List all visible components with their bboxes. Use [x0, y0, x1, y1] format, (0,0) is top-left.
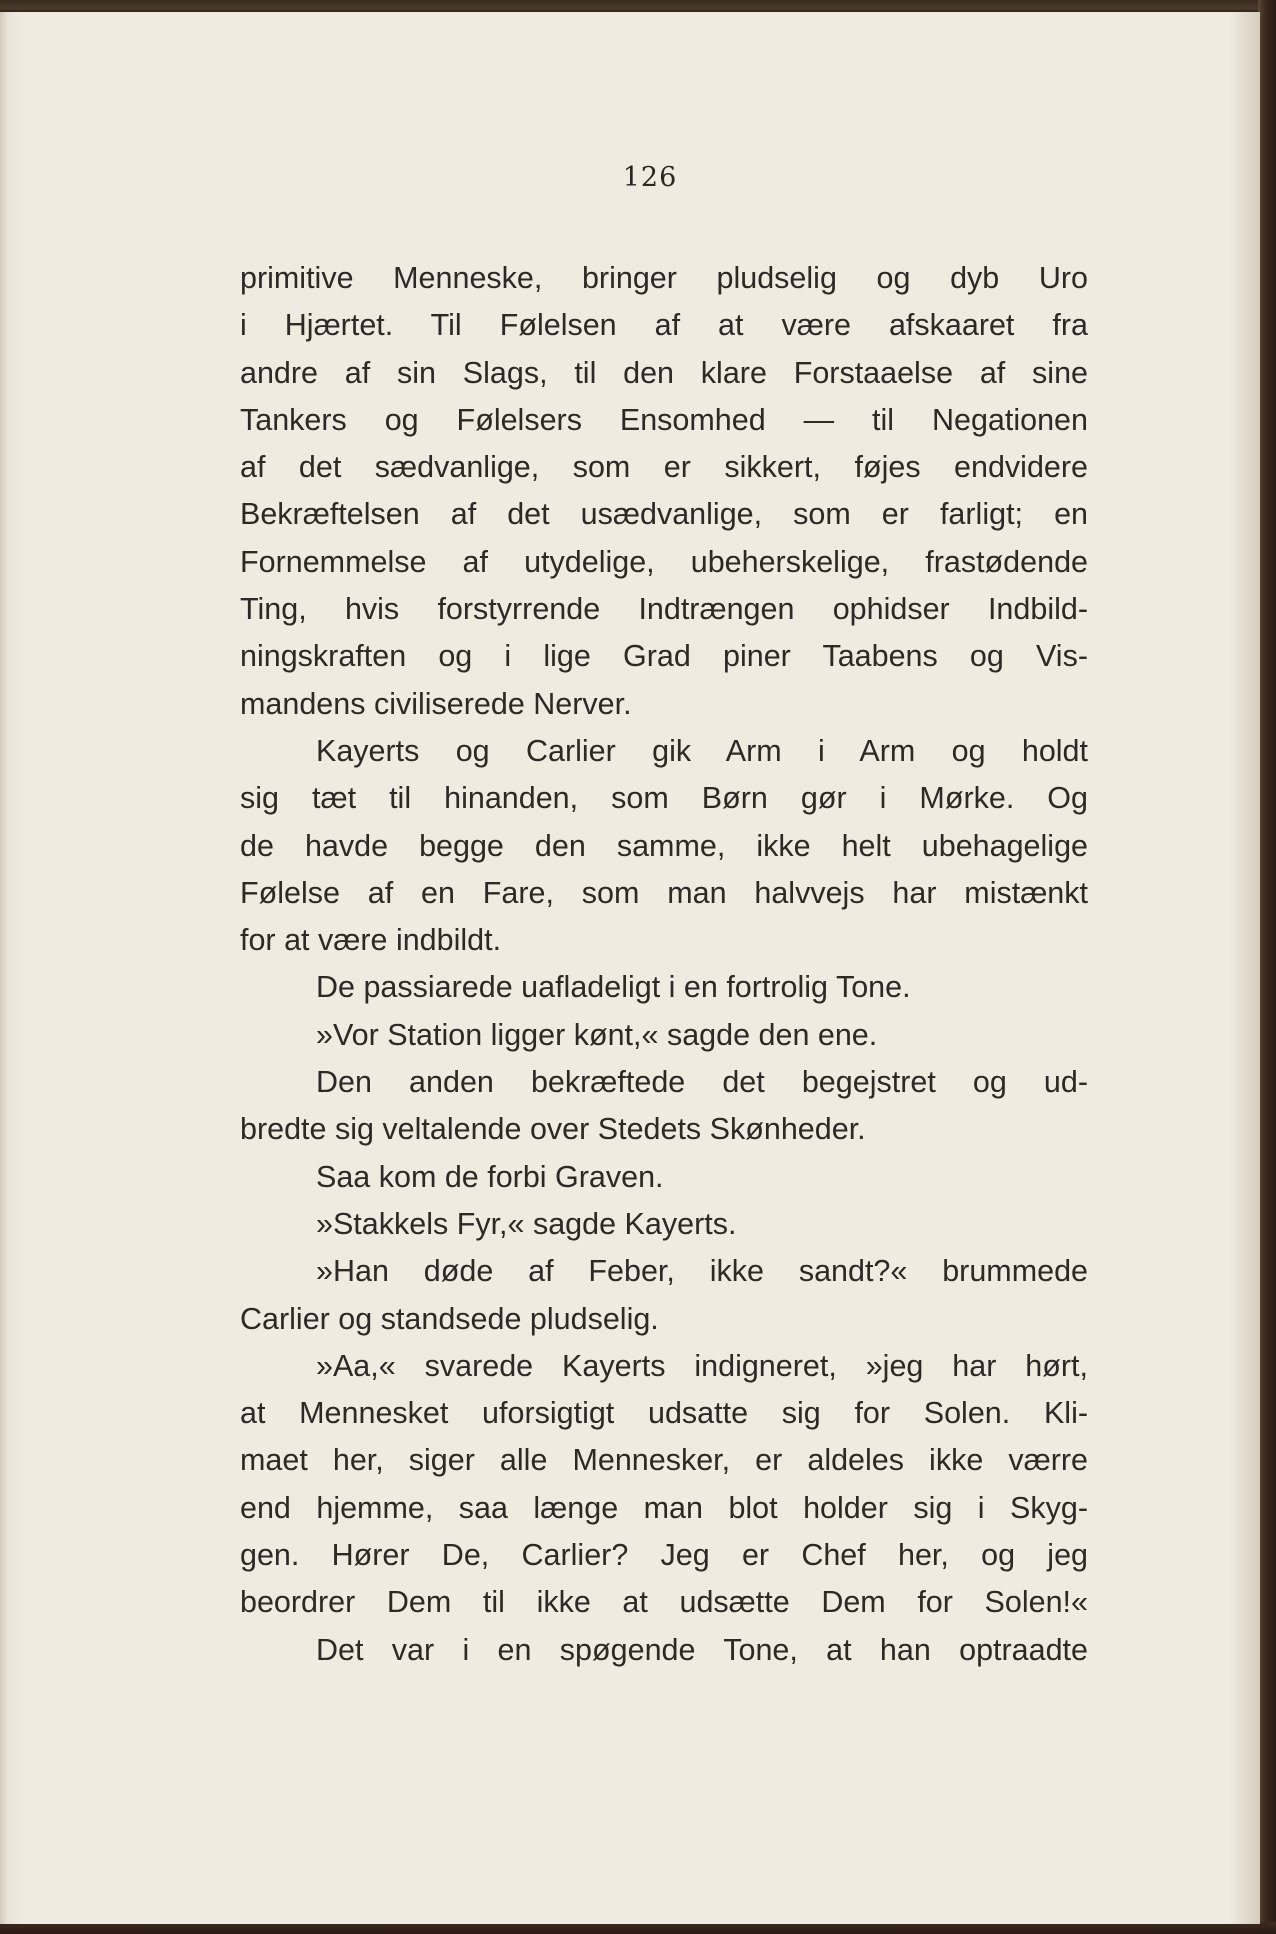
text-line: Saa kom de forbi Graven.	[316, 1159, 664, 1194]
text-line: »Vor Station ligger kønt,« sagde den ene.	[316, 1017, 878, 1052]
text-line: Ting, hvis forstyrrende Indtrængen ophidser Indbild-	[240, 592, 1088, 627]
text-line: maet her, siger alle Mennesker, er aldeles ikke værre	[240, 1443, 1088, 1478]
text-line: De passiarede uafladeligt i en fortrolig Tone.	[316, 970, 911, 1005]
text-line: Følelse af en Fare, som man halvvejs har mistænkt	[240, 875, 1088, 910]
text-line: mandens civiliserede Nerver.	[240, 686, 632, 721]
text-line: »Aa,« svarede Kayerts indigneret, »jeg har hørt,	[316, 1348, 1088, 1383]
book-edge-right	[1258, 0, 1276, 1934]
text-line: sig tæt til hinanden, som Børn gør i Mørke. Og	[240, 781, 1088, 816]
book-page	[0, 12, 1260, 1924]
text-line: Bekræftelsen af det usædvanlige, som er farligt; en	[240, 497, 1088, 532]
text-line: Fornemmelse af utydelige, ubeherskelige, frastødende	[240, 544, 1088, 579]
text-line: Tankers og Følelsers Ensomhed — til Negationen	[240, 402, 1088, 437]
text-line: andre af sin Slags, til den klare Forstaaelse af sine	[240, 355, 1088, 390]
text-line: af det sædvanlige, som er sikkert, føjes endvidere	[240, 450, 1088, 485]
text-line: end hjemme, saa længe man blot holder sig i Skyg-	[240, 1490, 1088, 1525]
text-line: bredte sig veltalende over Stedets Skønheder.	[240, 1112, 866, 1147]
text-line: de havde begge den samme, ikke helt ubehagelige	[240, 828, 1088, 863]
body-text	[240, 255, 1088, 1674]
text-line: Det var i en spøgende Tone, at han optraadte	[316, 1632, 1088, 1667]
text-line: for at være indbildt.	[240, 923, 502, 958]
text-line: »Han døde af Feber, ikke sandt?« brummede	[316, 1254, 1088, 1289]
text-line: at Mennesket uforsigtigt udsatte sig for Solen. Kli-	[240, 1396, 1088, 1431]
text-line: »Stakkels Fyr,« sagde Kayerts.	[316, 1206, 737, 1241]
text-line: Den anden bekræftede det begejstret og ud-	[316, 1065, 1088, 1100]
text-line: Carlier og standsede pludselig.	[240, 1301, 659, 1336]
text-line: beordrer Dem til ikke at udsætte Dem for Solen!«	[240, 1585, 1088, 1620]
text-line: gen. Hører De, Carlier? Jeg er Chef her, og jeg	[240, 1538, 1088, 1573]
text-line: ningskraften og i lige Grad piner Taabens og Vis-	[240, 639, 1088, 674]
text-line: primitive Menneske, bringer pludselig og dyb Uro	[240, 261, 1088, 295]
page-number: 126	[622, 162, 678, 193]
text-line: i Hjærtet. Til Følelsen af at være afskaaret fra	[240, 308, 1088, 343]
text-line: Kayerts og Carlier gik Arm i Arm og holdt	[316, 733, 1088, 768]
